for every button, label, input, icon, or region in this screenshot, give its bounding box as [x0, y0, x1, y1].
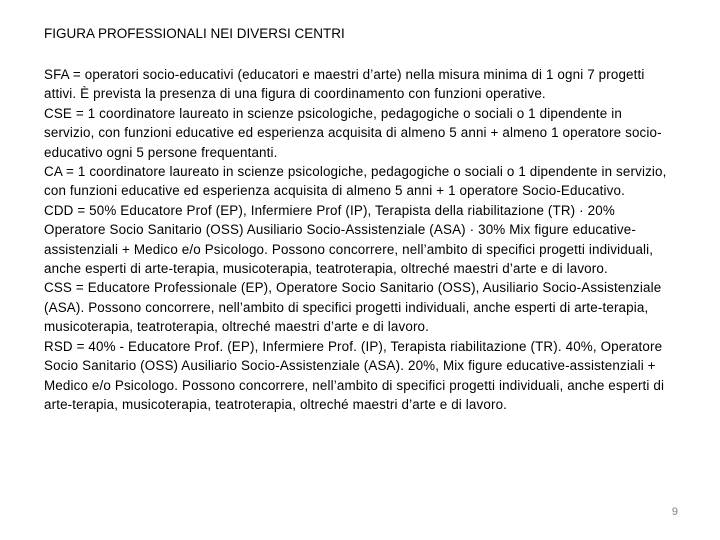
paragraph-sfa: SFA = operatori socio-educativi (educatori e maestri d’arte) nella misura minima di 1 ogni 7 progetti attivi. È prevista la presenza di una figura di coordinamento con funzioni operative. — [44, 67, 645, 102]
slide-body — [44, 65, 674, 414]
paragraph-css: CSS = Educatore Professionale (EP), Operatore Socio Sanitario (OSS), Ausiliario Socio-Assistenziale (ASA). Possono concorrere, nell’ambito di specifici progetti individuali, anche esperti di arte-terapia, musicoterapia, teatroterapia, oltreché maestri d’arte e di lavoro. — [44, 280, 662, 335]
paragraph-cdd: CDD = 50% Educatore Prof (EP), Infermiere Prof (IP), Terapista della riabilitazione (TR) · 20% Operatore Socio Sanitario (OSS) Ausiliario Socio-Assistenziale (ASA) · 30% Mix figure educative-assistenziali + Medico e/o Psicologo. Possono concorrere, nell’ambito di specifici progetti individuali, anche esperti di arte-terapia, musicoterapia, teatroterapia, oltreché maestri d’arte e di lavoro. — [44, 202, 654, 277]
page-number: 9 — [671, 506, 678, 518]
paragraph-ca: CA = 1 coordinatore laureato in scienze psicologiche, pedagogiche o sociali o 1 dipendente in servizio, con funzioni educative ed esperienza acquisita di almeno 5 anni + 1 operatore Socio-Educativo. — [44, 164, 667, 199]
slide-title: FIGURA PROFESSIONALI NEI DIVERSI CENTRI — [44, 26, 345, 41]
paragraph-rsd: RSD = 40% - Educatore Prof. (EP), Infermiere Prof. (IP), Terapista riabilitazione (TR). 40%, Operatore Socio Sanitario (OSS) Ausiliario Socio-Assistenziale (ASA). 20%, Mix figure educative-assistenziali + Medico e/o Psicologo. Possono concorrere, nell’ambito di specifici progetti individuali, anche esperti di arte-terapia, musicoterapia, teatroterapia, oltreché maestri d’arte e di lavoro. — [44, 338, 665, 412]
paragraph-cse: CSE = 1 coordinatore laureato in scienze psicologiche, pedagogiche o sociali o 1 dipendente in servizio, con funzioni educative ed esperienza acquisita di almeno 5 anni + almeno 1 operatore socio-educativo ogni 5 persone frequentanti. — [44, 105, 662, 160]
